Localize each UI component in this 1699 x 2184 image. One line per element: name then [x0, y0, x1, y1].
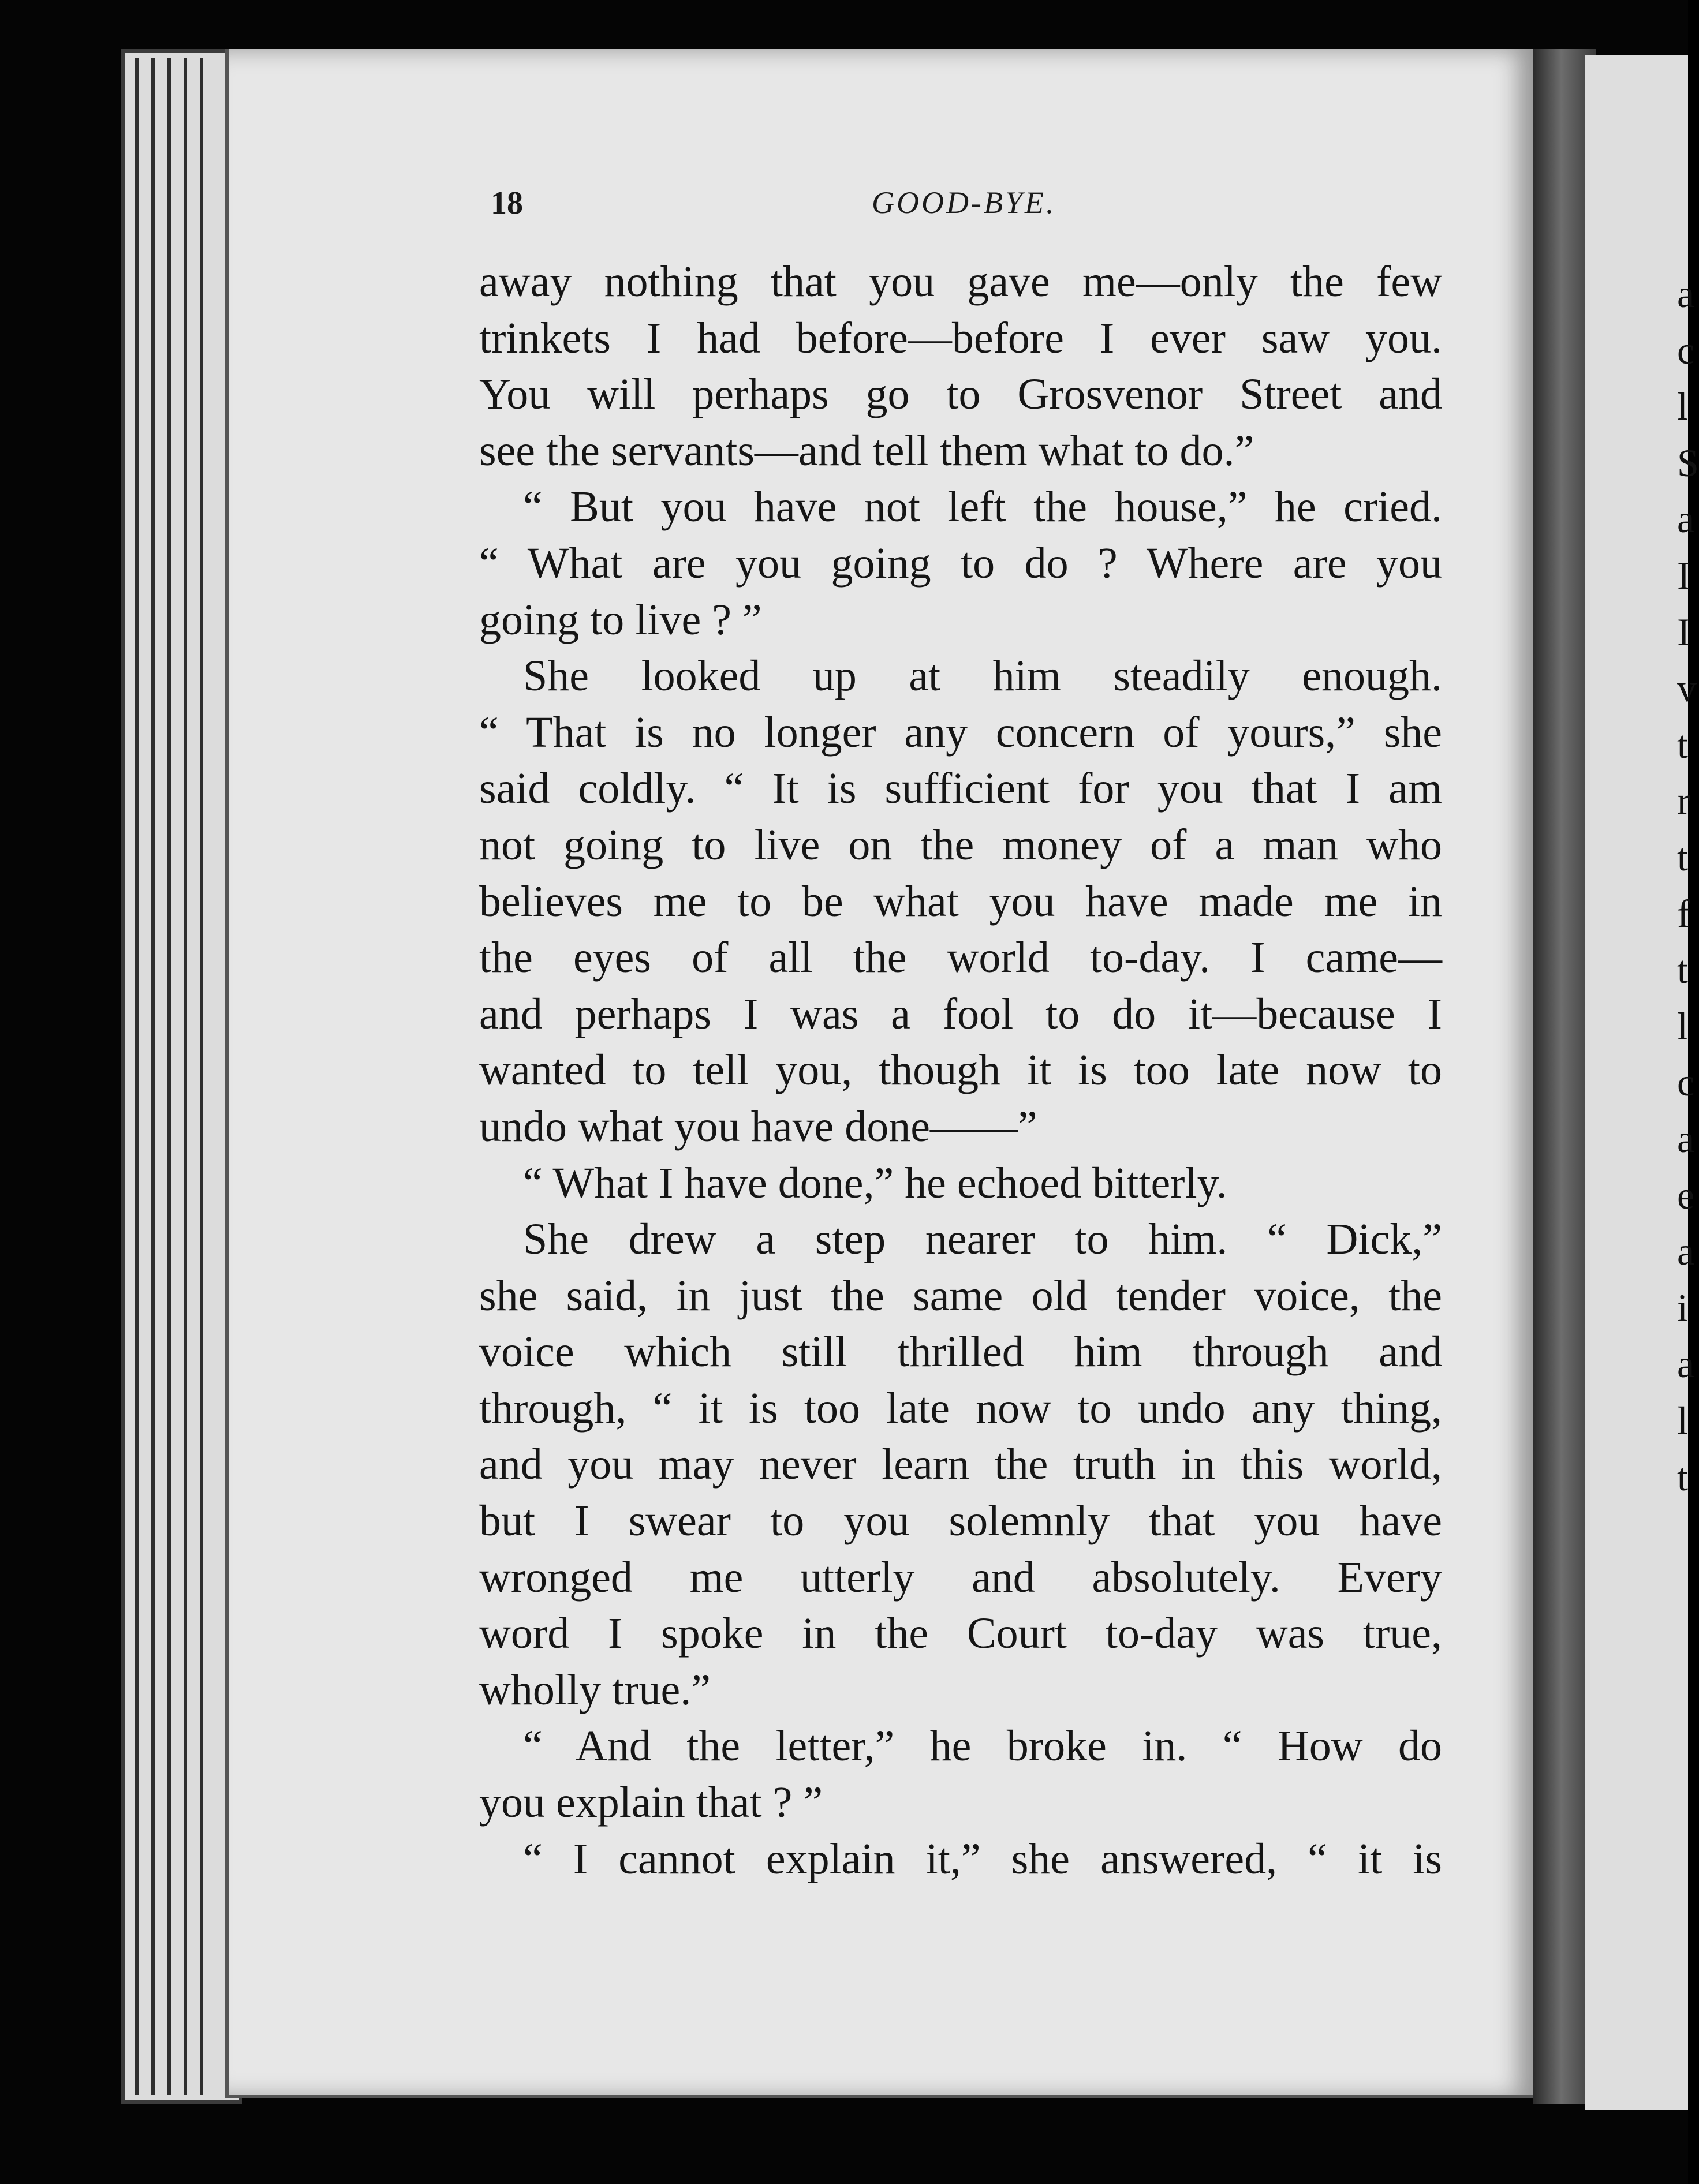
facing-page-glyph: t [1677, 1454, 1688, 1499]
text-line: she said, in just the same old tender voice, the [479, 1271, 1442, 1320]
facing-page-glyph: I [1677, 554, 1690, 597]
text-line: not going to live on the money of a man who [479, 820, 1442, 869]
facing-page-glyph: r [1677, 779, 1690, 823]
text-line: “ What I have done,” he echoed bitterly. [523, 1158, 1227, 1207]
page-edge-line [151, 58, 155, 2095]
text-line: wronged me utterly and absolutely. Every [479, 1553, 1442, 1602]
text-line: She looked up at him steadily enough. [523, 652, 1442, 701]
text-line: going to live ? ” [479, 595, 762, 644]
text-line: and you may never learn the truth in this world, [479, 1440, 1442, 1489]
facing-page-glyph: t [1677, 722, 1688, 766]
facing-page-glyph: a [1677, 497, 1695, 541]
facing-page-glyph: I [1677, 609, 1690, 654]
page-edge-line [135, 58, 139, 2095]
text-line: wanted to tell you, though it is too late now to [479, 1046, 1442, 1095]
running-head [491, 185, 1443, 231]
facing-page-glyph: a [1677, 1229, 1695, 1274]
text-line: “ But you have not left the house,” he cried. [523, 483, 1442, 532]
facing-page-glyph: a [1677, 272, 1695, 316]
facing-page-glyph: c [1677, 328, 1695, 372]
facing-page-glyph: f [1677, 891, 1690, 936]
facing-page-glyph: a [1677, 1117, 1695, 1161]
text-line: away nothing that you gave me—only the few [479, 257, 1442, 306]
text-line: and perhaps I was a fool to do it—because I [479, 989, 1442, 1038]
text-line: the eyes of all the world to-day. I came— [479, 933, 1442, 982]
text-line: believes me to be what you have made me in [479, 877, 1442, 926]
text-line: “ And the letter,” he broke in. “ How do [523, 1722, 1442, 1771]
text-line: You will perhaps go to Grosvenor Street and [479, 370, 1442, 419]
text-line: trinkets I had before—before I ever saw you. [479, 313, 1442, 362]
facing-page-sliver [1585, 55, 1688, 2110]
facing-page-glyph: a [1677, 1342, 1695, 1386]
stacked-page-edges [121, 49, 242, 2104]
text-line: word I spoke in the Court to-day was true, [479, 1609, 1442, 1658]
page-number: 18 [491, 185, 523, 221]
text-line: you explain that ? ” [479, 1778, 823, 1827]
facing-page-glyph: l [1677, 1004, 1688, 1048]
text-line: said coldly. “ It is sufficient for you that I am [479, 764, 1442, 813]
running-title: GOOD-BYE. [872, 185, 1056, 220]
text-line: voice which still thrilled him through and [479, 1327, 1442, 1377]
page-edge-line [184, 58, 187, 2095]
text-line: “ What are you going to do ? Where are you [479, 538, 1442, 588]
facing-page-glyph: l [1677, 1398, 1688, 1442]
text-line: She drew a step nearer to him. “ Dick,” [523, 1215, 1442, 1264]
text-line: “ That is no longer any concern of yours,” she [479, 708, 1442, 757]
page-edge-line [167, 58, 171, 2095]
page-edge-line [200, 58, 203, 2095]
facing-page-glyph: c [1677, 1060, 1695, 1105]
facing-page-glyph: e [1677, 1173, 1695, 1217]
text-line: undo what you have done——” [479, 1102, 1037, 1151]
facing-page-glyph: l [1677, 384, 1688, 429]
body-text [479, 254, 1442, 1887]
text-line: see the servants—and tell them what to do.” [479, 426, 1254, 475]
facing-page-glyph: S [1677, 440, 1699, 485]
text-line: but I swear to you solemnly that you have [479, 1497, 1442, 1546]
text-line: through, “ it is too late now to undo any thing, [479, 1383, 1442, 1433]
text-line: wholly true.” [479, 1665, 711, 1714]
facing-page-glyph: v [1677, 666, 1697, 710]
text-line: “ I cannot explain it,” she answered, “ it is [523, 1834, 1442, 1883]
facing-page-glyph: t [1677, 835, 1688, 879]
facing-page-glyph: i [1677, 1285, 1688, 1330]
facing-page-glyph: t [1677, 948, 1688, 992]
